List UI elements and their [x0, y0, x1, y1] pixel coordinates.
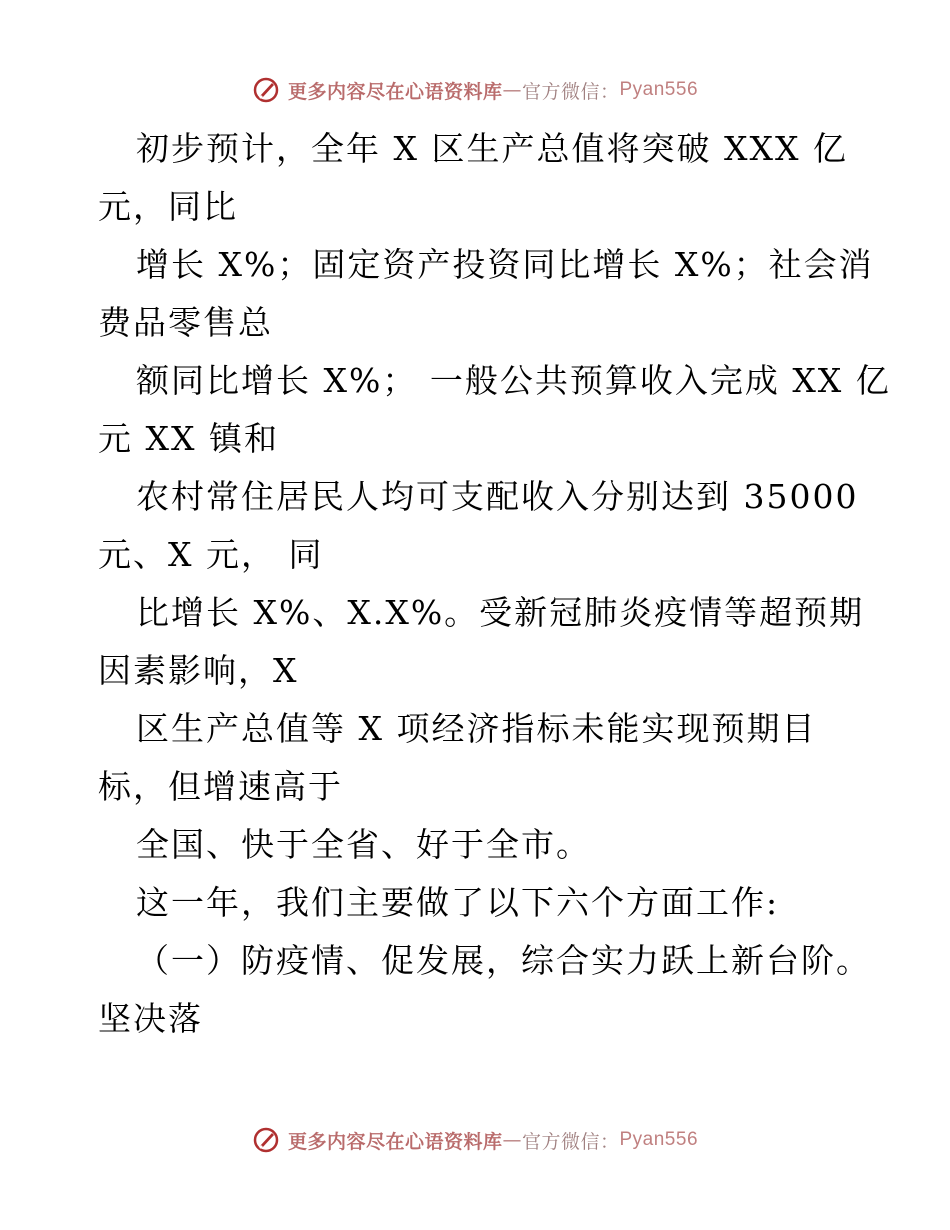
watermark-id: Pyan556	[619, 1129, 699, 1150]
watermark-id: Pyan556	[619, 79, 699, 100]
text-line: 额同比增长 X%； 一般公共预算收入完成 XX 亿	[136, 361, 891, 400]
text-line: 这一年，我们主要做了以下六个方面工作:	[136, 883, 780, 922]
text-line: 增长 X%；固定资产投资同比增长 X%；社会消	[136, 245, 874, 284]
watermark-label: 官方微信：	[521, 1130, 620, 1153]
watermark-label: 官方微信：	[521, 80, 620, 103]
document-body	[98, 120, 891, 1048]
watermark-dash: —	[502, 79, 522, 101]
text-line: 费品零售总	[98, 303, 273, 342]
text-line: 标，但增速高于	[98, 767, 343, 806]
text-line: 全国、快于全省、好于全市。	[136, 825, 591, 864]
watermark-main: 更多内容尽在心语资料库	[287, 1130, 503, 1153]
watermark-dash: —	[502, 1129, 522, 1151]
watermark-text	[288, 1127, 698, 1154]
watermark-header	[0, 70, 950, 110]
watermark-main: 更多内容尽在心语资料库	[287, 80, 503, 103]
text-line: 比增长 X%、X.X%。受新冠肺炎疫情等超预期	[136, 593, 865, 632]
pen-logo-icon	[252, 1126, 280, 1154]
text-line: 因素影响，X	[98, 651, 299, 690]
text-line: 元 XX 镇和	[98, 419, 279, 458]
text-line: 元，同比	[98, 187, 238, 226]
text-line: 元、X 元， 同	[98, 535, 324, 574]
text-line: （一）防疫情、促发展，综合实力跃上新台阶。	[136, 941, 871, 980]
text-line: 农村常住居民人均可支配收入分别达到 35000	[136, 477, 859, 516]
text-line: 区生产总值等 X 项经济指标未能实现预期目	[136, 709, 817, 748]
watermark-text	[288, 77, 698, 104]
pen-logo-icon	[252, 76, 280, 104]
text-line: 坚决落	[98, 999, 203, 1038]
text-line: 初步预计，全年 X 区生产总值将突破 XXX 亿	[136, 129, 848, 168]
watermark-footer	[0, 1120, 950, 1160]
